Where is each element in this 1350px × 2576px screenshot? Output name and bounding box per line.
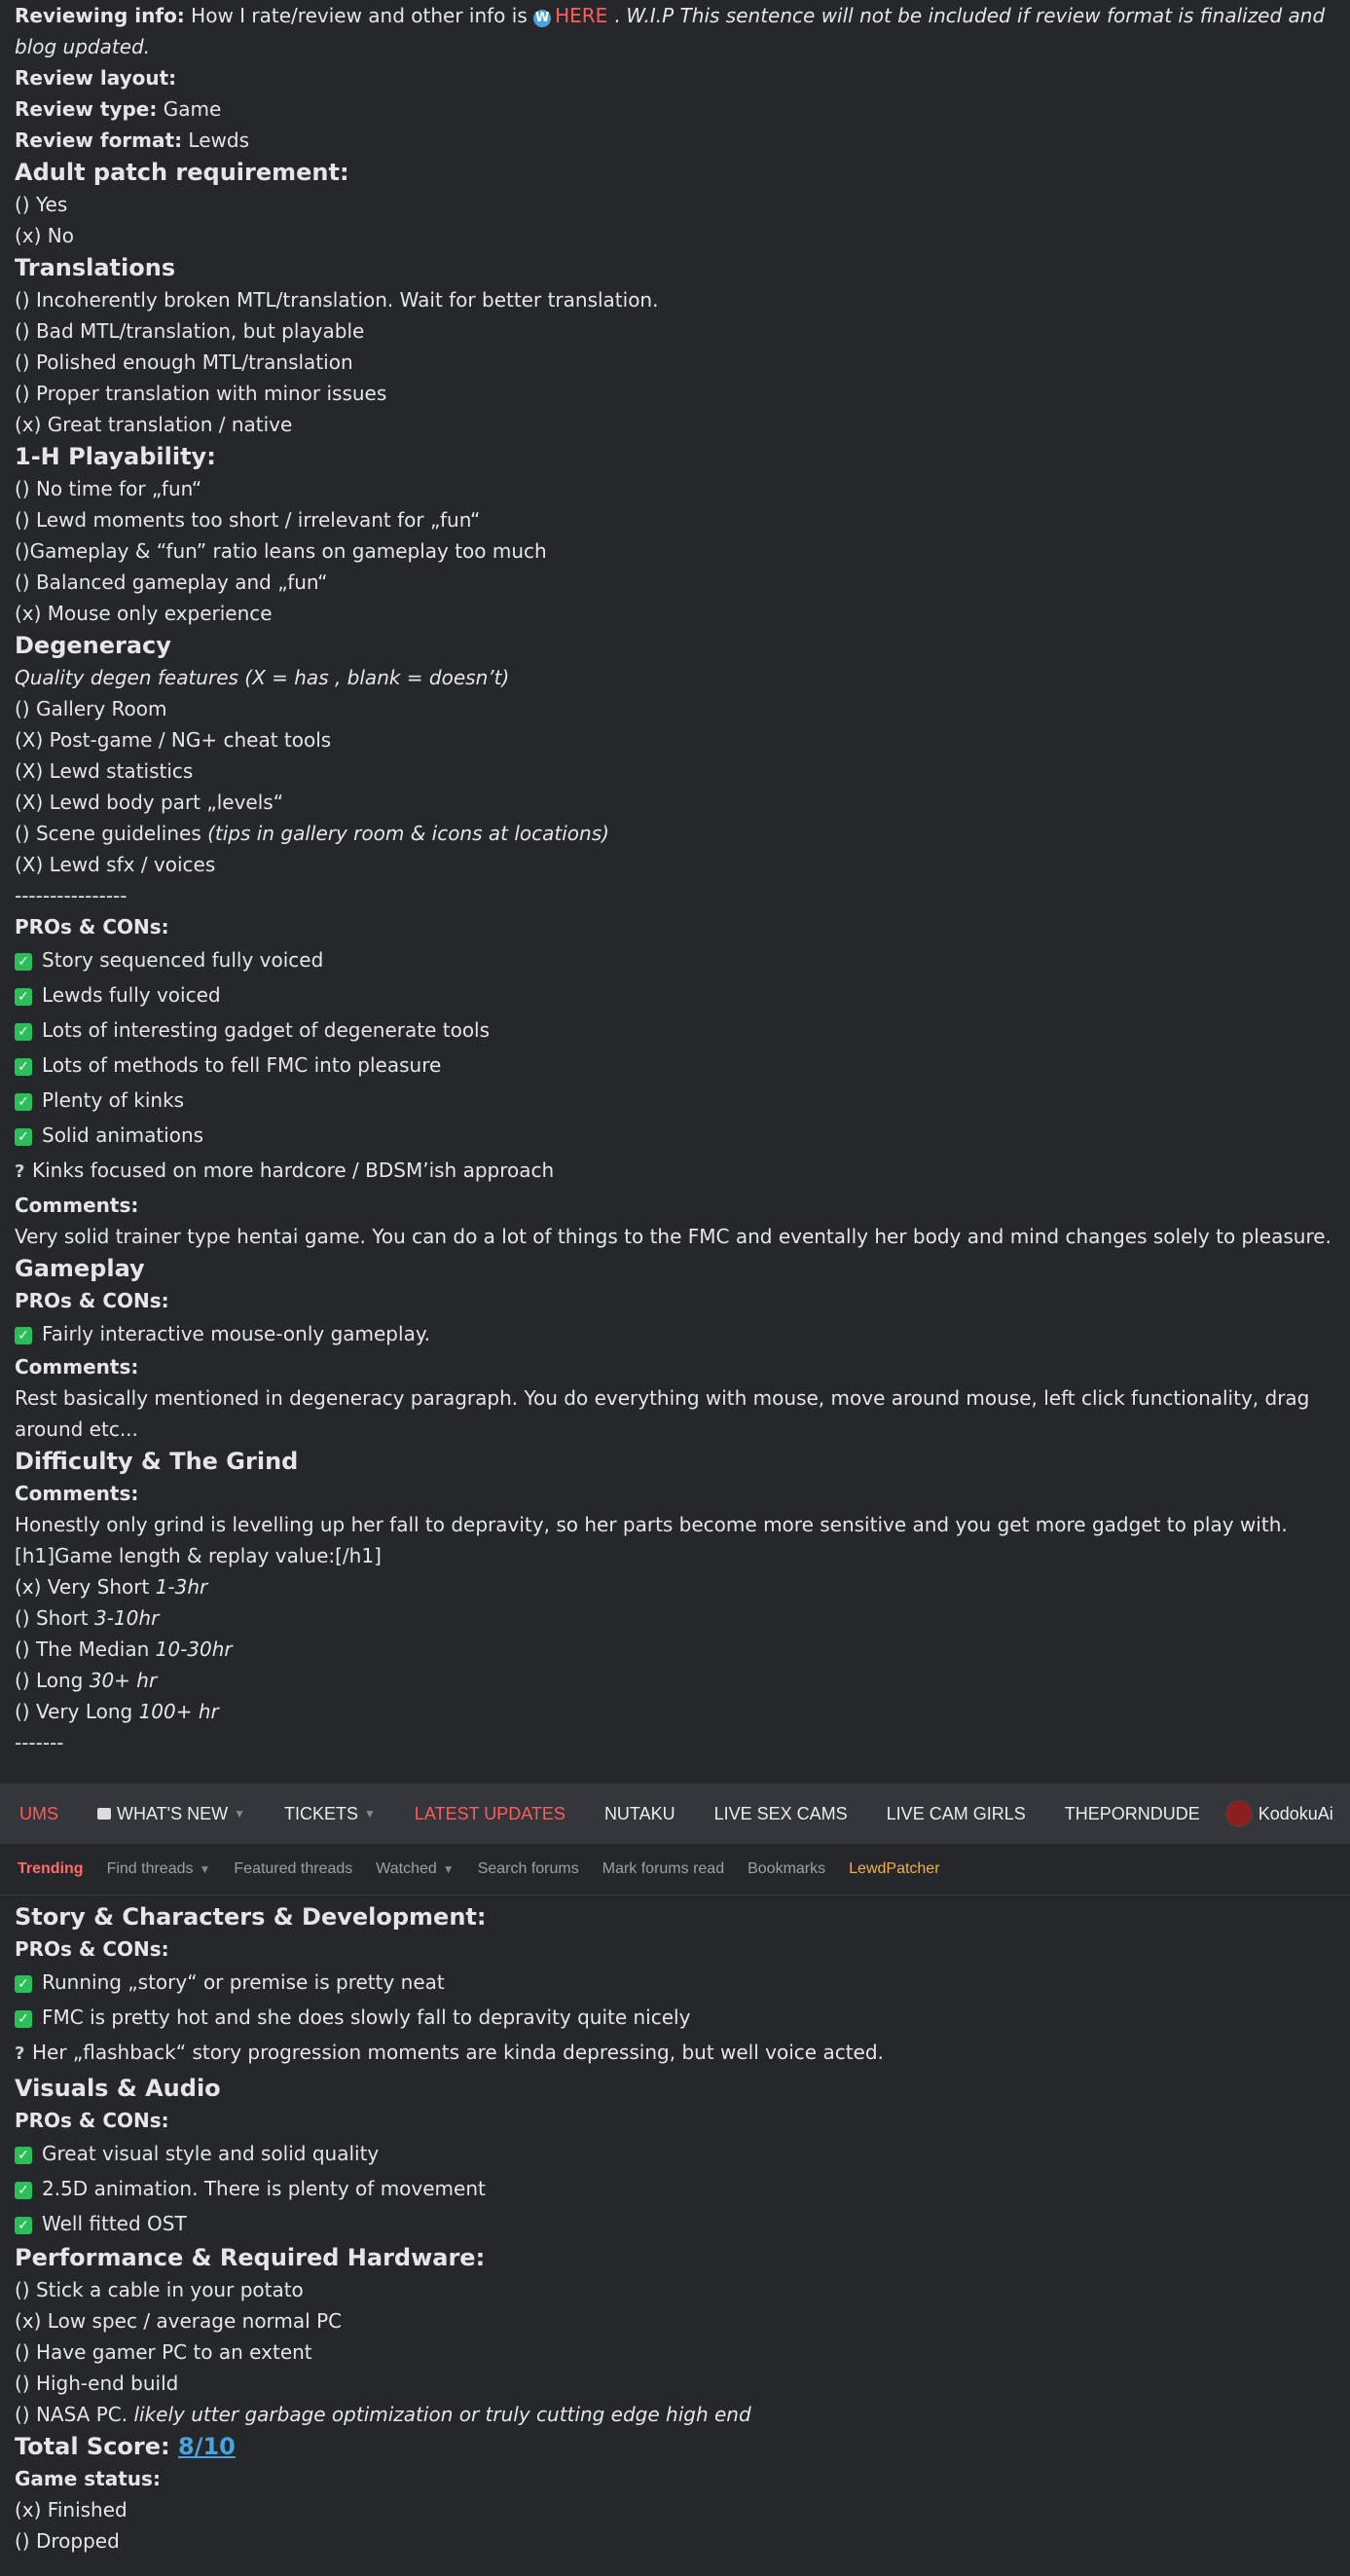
- sub-navbar: [0, 1844, 1350, 1895]
- comments-label: Comments:: [15, 1194, 139, 1217]
- performance-title: Performance & Required Hardware:: [15, 2244, 486, 2271]
- review-info-label: Reviewing info:: [15, 4, 185, 27]
- check-icon: ✓: [15, 1023, 32, 1041]
- comment-text: Very solid trainer type hentai game. You can do a lot of things to the FMC and eventally her body and mind changes solely to pleasure.: [15, 1225, 1332, 1248]
- performance-option: () Stick a cable in your potato: [15, 2278, 304, 2301]
- user-menu[interactable]: [1220, 1784, 1345, 1844]
- review-type: [15, 93, 1343, 125]
- nav-label: WHAT'S NEW: [117, 1803, 229, 1823]
- nav-label: NUTAKU: [603, 1803, 675, 1823]
- comments-label: Comments:: [15, 1355, 139, 1379]
- neutral-item: [15, 1153, 1343, 1190]
- check-icon: ✓: [15, 2010, 32, 2028]
- neutral-item: [15, 2035, 1343, 2072]
- question-mark-icon: ?: [15, 1161, 25, 1182]
- length-option: [15, 1602, 1343, 1634]
- length-label: () Short: [15, 1606, 89, 1630]
- sub-label: LewdPatcher: [849, 1860, 940, 1877]
- translation-option: () Bad MTL/translation, but playable: [15, 319, 365, 343]
- length-header: [h1]Game length & replay value:[/h1]: [15, 1544, 382, 1567]
- nav-live-sex-cams[interactable]: [695, 1784, 867, 1844]
- pro-text: 2.5D animation. There is plenty of movement: [42, 2177, 486, 2200]
- review-format-value: Lewds: [188, 129, 249, 152]
- chevron-down-icon[interactable]: ▼: [442, 1862, 455, 1876]
- nav-label: TICKETS: [283, 1803, 358, 1823]
- playability-option: (x) Mouse only experience: [15, 602, 273, 625]
- nav-whats-new[interactable]: [78, 1784, 265, 1844]
- username: KodokuAi: [1258, 1803, 1333, 1823]
- nav-label: LATEST UPDATES: [414, 1803, 566, 1823]
- sub-mark-forums-read[interactable]: [591, 1860, 736, 1878]
- chevron-down-icon[interactable]: ▼: [364, 1807, 376, 1821]
- comment-text: Honestly only grind is levelling up her fall to depravity, so her parts become more sensitive and you get more gadget to play with.: [15, 1513, 1288, 1536]
- nav-latest-updates[interactable]: [395, 1784, 585, 1844]
- sub-label: Bookmarks: [748, 1860, 826, 1877]
- length-option: [15, 1665, 1343, 1696]
- game-status-option: () Dropped: [15, 2529, 120, 2553]
- pro-text: FMC is pretty hot and she does slowly fall to depravity quite nicely: [42, 2006, 691, 2029]
- neutral-text: Her „flashback“ story progression moments are kinda depressing, but well voice acted.: [32, 2041, 884, 2064]
- scene-item: () Scene guidelines: [15, 822, 201, 845]
- pros-cons-label: PROs & CONs:: [15, 915, 169, 938]
- pro-text: Lots of methods to fell FMC into pleasure: [42, 1053, 442, 1077]
- chevron-down-icon[interactable]: ▼: [234, 1807, 245, 1821]
- pro-text: Great visual style and solid quality: [42, 2142, 380, 2165]
- translation-option: (x) Great translation / native: [15, 413, 293, 436]
- pro-item: [15, 977, 1343, 1012]
- performance-option: (x) Low spec / average normal PC: [15, 2309, 343, 2333]
- review-info-link[interactable]: HERE: [555, 4, 608, 27]
- sub-label: Featured threads: [234, 1860, 353, 1877]
- degeneracy-feature: (X) Lewd sfx / voices: [15, 853, 216, 876]
- game-status-option: (x) Finished: [15, 2498, 128, 2521]
- chevron-down-icon[interactable]: ▼: [199, 1862, 211, 1876]
- sub-trending[interactable]: [0, 1860, 95, 1878]
- length-range: 3-10hr: [94, 1606, 160, 1630]
- adult-patch-option: (x) No: [15, 224, 74, 247]
- pro-item: [15, 1118, 1343, 1153]
- translation-option: () Polished enough MTL/translation: [15, 350, 353, 374]
- pro-text: Well fitted OST: [42, 2212, 187, 2235]
- check-icon: ✓: [15, 988, 32, 1006]
- nav-label: LIVE CAM GIRLS: [886, 1803, 1026, 1823]
- pros-cons-label: PROs & CONs:: [15, 2109, 169, 2132]
- translations-title: Translations: [15, 254, 176, 281]
- performance-option: () High-end build: [15, 2372, 179, 2395]
- review-type-label: Review type:: [15, 97, 158, 121]
- pro-item: [15, 2136, 1343, 2171]
- pro-text: Fairly interactive mouse-only gameplay.: [42, 1322, 431, 1345]
- pros-cons-label: PROs & CONs:: [15, 1289, 169, 1312]
- wordpress-icon: W: [534, 11, 550, 25]
- nav-label: UMS: [19, 1803, 58, 1823]
- game-status-label: Game status:: [15, 2467, 161, 2490]
- length-label: () Long: [15, 1669, 84, 1692]
- difficulty-title: Difficulty & The Grind: [15, 1448, 299, 1475]
- playability-option: () No time for „fun“: [15, 477, 202, 500]
- visuals-title: Visuals & Audio: [15, 2075, 221, 2102]
- comments-label: Comments:: [15, 1482, 139, 1505]
- length-option: [15, 1696, 1343, 1727]
- length-label: () The Median: [15, 1638, 150, 1661]
- review-post-bottom: [15, 1900, 1343, 2557]
- length-range: 100+ hr: [138, 1700, 219, 1723]
- nav-label: LIVE SEX CAMS: [713, 1803, 848, 1823]
- nav-nutaku[interactable]: [585, 1784, 695, 1844]
- degeneracy-title: Degeneracy: [15, 632, 171, 659]
- pro-item: [15, 1048, 1343, 1083]
- inbox-button[interactable]: [1345, 1784, 1350, 1844]
- degeneracy-feature: () Gallery Room: [15, 697, 167, 720]
- degeneracy-subtitle: Quality degen features (X = has , blank = doesn’t): [15, 666, 510, 689]
- length-label: () Very Long: [15, 1700, 133, 1723]
- sub-label: Mark forums read: [602, 1860, 725, 1877]
- pro-text: Lewds fully voiced: [42, 983, 221, 1007]
- length-option: [15, 1634, 1343, 1665]
- pro-item: [15, 2206, 1343, 2241]
- sub-featured-threads[interactable]: [222, 1860, 364, 1878]
- sub-label: Search forums: [477, 1860, 579, 1877]
- pro-text: Solid animations: [42, 1123, 204, 1147]
- length-range: 1-3hr: [155, 1575, 208, 1599]
- review-layout-label: Review layout:: [15, 66, 177, 90]
- review-post-top: [15, 0, 1343, 1758]
- scene-note: (tips in gallery room & icons at locations): [207, 822, 609, 845]
- divider: ----------------: [15, 884, 128, 907]
- sub-watched[interactable]: [364, 1860, 465, 1878]
- review-info-dot: .: [613, 4, 621, 27]
- nasa-label: () NASA PC.: [15, 2403, 128, 2426]
- pro-text: Story sequenced fully voiced: [42, 948, 324, 972]
- check-icon: ✓: [15, 1128, 32, 1146]
- sub-search-forums[interactable]: [466, 1860, 591, 1878]
- degeneracy-feature: (X) Lewd statistics: [15, 759, 194, 783]
- review-info: [15, 0, 1343, 62]
- total-score-label: Total Score:: [15, 2433, 170, 2460]
- nasa-note: likely utter garbage optimization or truly cutting edge high end: [133, 2403, 751, 2426]
- review-format-label: Review format:: [15, 129, 183, 152]
- divider: -------: [15, 1731, 64, 1754]
- playability-option: () Balanced gameplay and „fun“: [15, 570, 328, 594]
- story-title: Story & Characters & Development:: [15, 1903, 487, 1931]
- check-icon: ✓: [15, 1058, 32, 1076]
- check-icon: ✓: [15, 2217, 32, 2234]
- pro-item: [15, 1965, 1343, 2000]
- sub-label: Watched: [376, 1860, 437, 1877]
- length-range: 10-30hr: [155, 1638, 233, 1661]
- comment-text: Rest basically mentioned in degeneracy paragraph. You do everything with mouse, move around mouse, left click functionality, drag around etc...: [15, 1386, 1310, 1441]
- pro-item: [15, 942, 1343, 977]
- nav-theporndude[interactable]: [1045, 1784, 1220, 1844]
- avatar: [1225, 1800, 1253, 1827]
- playability-option: () Lewd moments too short / irrelevant for „fun“: [15, 508, 481, 532]
- total-score-value[interactable]: 8/10: [178, 2433, 236, 2460]
- playability-option: ()Gameplay & “fun” ratio leans on gameplay too much: [15, 539, 547, 563]
- pro-text: Running „story“ or premise is pretty neat: [42, 1970, 445, 1994]
- review-info-note: W.I.P This sentence will not be included if review format is finalized and blog updated.: [15, 4, 1326, 58]
- length-option: [15, 1571, 1343, 1602]
- degeneracy-feature: (X) Post-game / NG+ cheat tools: [15, 728, 332, 752]
- gameplay-title: Gameplay: [15, 1255, 145, 1282]
- pros-cons-label: PROs & CONs:: [15, 1937, 169, 1961]
- pro-item: [15, 1316, 1343, 1351]
- translation-option: () Incoherently broken MTL/translation. Wait for better translation.: [15, 288, 659, 312]
- pro-item: [15, 1012, 1343, 1048]
- check-icon: ✓: [15, 1327, 32, 1344]
- length-label: (x) Very Short: [15, 1575, 150, 1599]
- degeneracy-feature: (X) Lewd body part „levels“: [15, 791, 284, 814]
- check-icon: ✓: [15, 1093, 32, 1111]
- main-navbar: [0, 1784, 1350, 1844]
- sub-label: Trending: [18, 1860, 84, 1877]
- adult-patch-title: Adult patch requirement:: [15, 159, 349, 186]
- pro-item: [15, 1083, 1343, 1118]
- check-icon: ✓: [15, 2147, 32, 2164]
- pro-item: [15, 2000, 1343, 2035]
- nav-tickets[interactable]: [265, 1784, 395, 1844]
- review-info-text: How I rate/review and other info is: [191, 4, 528, 27]
- neutral-text: Kinks focused on more hardcore / BDSM’ish approach: [32, 1159, 555, 1182]
- message-icon: [97, 1808, 111, 1820]
- pro-text: Plenty of kinks: [42, 1088, 185, 1112]
- review-type-value: Game: [163, 97, 222, 121]
- sub-label: Find threads: [106, 1860, 194, 1877]
- check-icon: ✓: [15, 1975, 32, 1993]
- check-icon: ✓: [15, 953, 32, 971]
- total-score: [15, 2430, 1343, 2463]
- sub-bookmarks[interactable]: [736, 1860, 837, 1878]
- check-icon: ✓: [15, 2182, 32, 2199]
- playability-title: 1-H Playability:: [15, 443, 216, 470]
- question-mark-icon: ?: [15, 2043, 25, 2064]
- length-range: 30+ hr: [89, 1669, 158, 1692]
- pro-text: Lots of interesting gadget of degenerate tools: [42, 1018, 491, 1042]
- degeneracy-feature: [15, 818, 1343, 849]
- sub-find-threads[interactable]: [95, 1860, 223, 1878]
- adult-patch-option: () Yes: [15, 193, 68, 216]
- nav-label: THEPORNDUDE: [1064, 1803, 1200, 1823]
- translation-option: () Proper translation with minor issues: [15, 382, 387, 405]
- review-format: [15, 125, 1343, 156]
- pro-item: [15, 2171, 1343, 2206]
- performance-option: [15, 2399, 1343, 2430]
- nav-live-cam-girls[interactable]: [867, 1784, 1045, 1844]
- performance-option: () Have gamer PC to an extent: [15, 2340, 312, 2364]
- sub-lewdpatcher[interactable]: [837, 1860, 951, 1878]
- nav-forums[interactable]: [0, 1784, 78, 1844]
